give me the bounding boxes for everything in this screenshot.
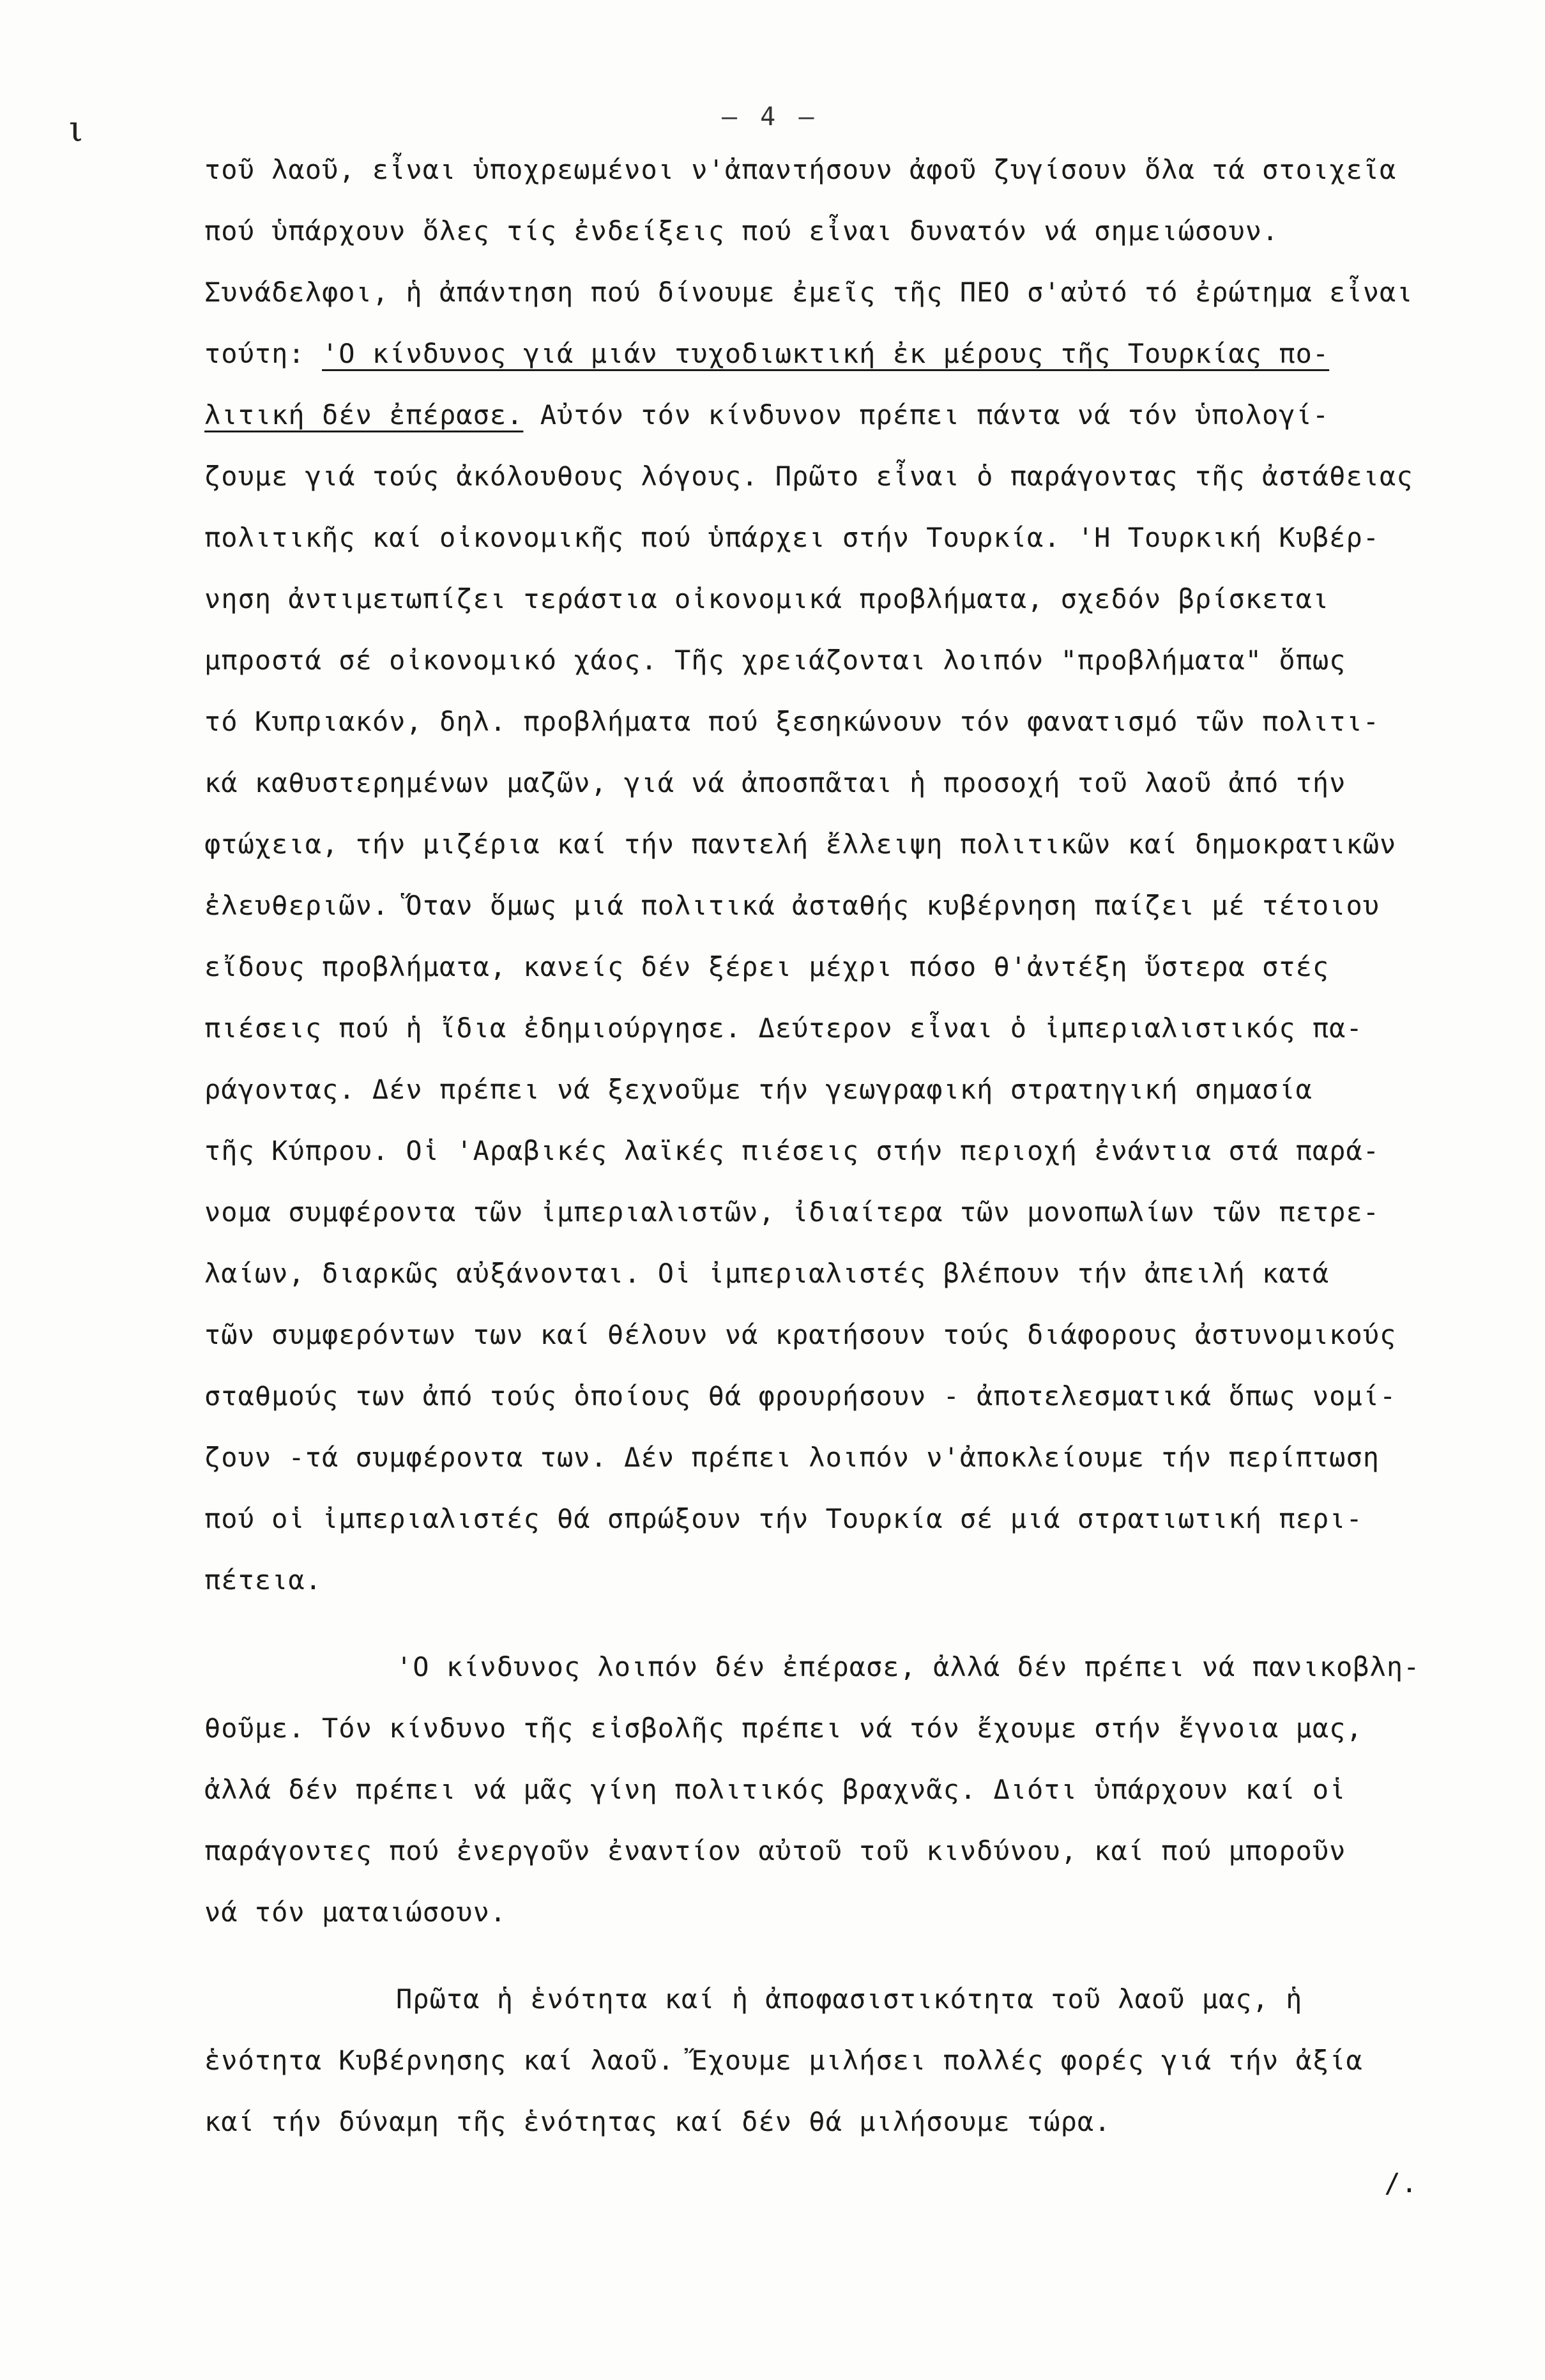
text-line: μπροστά σέ οἰκονομικό χάος. Τῆς χρειάζονται λοιπόν "προβλήματα" ὅπως [204,645,1346,676]
text-line: Συνάδελφοι, ἡ ἀπάντηση πού δίνουμε ἐμεῖς τῆς ΠΕΟ σ'αὐτό τό ἐρώτημα εἶναι [204,277,1413,308]
text-line: πέτεια. [204,1564,323,1596]
text-line: ἐλευθεριῶν. Ὅταν ὅμως μιά πολιτικά ἀσταθής κυβέρνηση παίζει μέ τέτοιου [204,890,1380,921]
text-line: παράγοντες πού ἐνεργοῦν ἐναντίον αὐτοῦ τοῦ κινδύνου, καί πού μποροῦν [204,1835,1346,1866]
text-fragment: τούτη: [204,338,323,369]
text-fragment: Αὐτόν τόν κίνδυνον πρέπει πάντα νά τόν ὑπολογί- [523,399,1330,431]
text-line: νομα συμφέροντα τῶν ἰμπεριαλιστῶν, ἰδιαίτερα τῶν μονοπωλίων τῶν πετρε- [204,1196,1380,1228]
text-line: κά καθυστερημένων μαζῶν, γιά νά ἀποσπᾶται ἡ προσοχή τοῦ λαοῦ ἀπό τήν [204,767,1346,798]
text-line: τῶν συμφερόντων των καί θέλουν νά κρατήσουν τούς διάφορους ἀστυνομικούς [204,1319,1397,1350]
underlined-statement: 'Ο κίνδυνος γιά μιάν τυχοδιωκτική ἐκ μέρους τῆς Τουρκίας πο- [322,338,1330,369]
paragraph-spacer [204,1943,1456,1969]
end-mark-line [204,2153,1456,2214]
text-line: Πρῶτα ἡ ἑνότητα καί ἡ ἀποφασιστικότητα τοῦ λαοῦ μας, ἡ [396,1983,1303,2015]
text-line: ἀλλά δέν πρέπει νά μᾶς γίνη πολιτικός βραχνᾶς. Διότι ὑπάρχουν καί οἱ [204,1774,1346,1805]
text-line: σταθμούς των ἀπό τούς ὁποίους θά φρουρήσουν - ἀποτελεσματικά ὅπως νομί- [204,1380,1397,1412]
text-line [204,385,1456,446]
text-line: τοῦ λαοῦ, εἶναι ὑποχρεωμένοι ν'ἀπαντήσουν ἀφοῦ ζυγίσουν ὅλα τά στοιχεῖα [204,154,1397,185]
text-line: πολιτικῆς καί οἰκονομικῆς πού ὑπάρχει στήν Τουρκία. 'Η Τουρκική Κυβέρ- [204,522,1380,553]
text-line [204,323,1456,385]
text-line: πιέσεις πού ἡ ἴδια ἐδημιούργησε. Δεύτερον εἶναι ὁ ἰμπεριαλιστικός πα- [204,1012,1363,1044]
text-line: ἑνότητα Κυβέρνησης καί λαοῦ. Ἔχουμε μιλήσει πολλές φορές γιά τήν ἀξία [204,2045,1363,2076]
text-line: τό Κυπριακόν, δηλ. προβλήματα πού ξεσηκώνουν τόν φανατισμό τῶν πολιτι- [204,706,1380,737]
text-line: τῆς Κύπρου. Οἱ 'Αραβικές λαϊκές πιέσεις στήν περιοχή ἐνάντια στά παρά- [204,1135,1380,1166]
text-line: νηση ἀντιμετωπίζει τεράστια οἰκονομικά προβλήματα, σχεδόν βρίσκεται [204,583,1330,614]
page-number: – 4 – [722,102,818,132]
paragraph-spacer [204,1611,1456,1636]
text-line: ράγοντας. Δέν πρέπει νά ξεχνοῦμε τήν γεωγραφική στρατηγική σημασία [204,1074,1313,1105]
text-line: νά τόν ματαιώσουν. [204,1896,507,1928]
text-line: ζουν -τά συμφέροντα των. Δέν πρέπει λοιπόν ν'ἀποκλείουμε τήν περίπτωση [204,1442,1380,1473]
text-line: πού ὑπάρχουν ὅλες τίς ἐνδείξεις πού εἶναι δυνατόν νά σημειώσουν. [204,215,1279,247]
text-line: καί τήν δύναμη τῆς ἑνότητας καί δέν θά μιλήσουμε τώρα. [204,2106,1111,2137]
text-line: ζουμε γιά τούς ἀκόλουθους λόγους. Πρῶτο εἶναι ὁ παράγοντας τῆς ἀστάθειας [204,461,1413,492]
text-line: 'Ο κίνδυνος λοιπόν δέν ἐπέρασε, ἀλλά δέν πρέπει νά πανικοβλη- [396,1651,1420,1682]
text-line: θοῦμε. Τόν κίνδυνο τῆς εἰσβολῆς πρέπει νά τόν ἔχουμε στήν ἔγνοια μας, [204,1713,1363,1744]
text-line: εἴδους προβλήματα, κανείς δέν ξέρει μέχρι πόσο θ'ἀντέξη ὕστερα στές [204,951,1330,982]
underlined-statement: λιτική δέν ἐπέρασε. [204,399,524,431]
margin-mark: ι [69,109,83,150]
end-mark: /. [1384,2167,1418,2199]
body-text [204,139,1456,2214]
text-line: πού οἱ ἰμπεριαλιστές θά σπρώξουν τήν Τουρκία σέ μιά στρατιωτική περι- [204,1503,1363,1534]
text-line: φτώχεια, τήν μιζέρια καί τήν παντελή ἔλλειψη πολιτικῶν καί δημοκρατικῶν [204,828,1397,860]
text-line: λαίων, διαρκῶς αὐξάνονται. Οἱ ἰμπεριαλιστές βλέπουν τήν ἀπειλή κατά [204,1258,1330,1289]
